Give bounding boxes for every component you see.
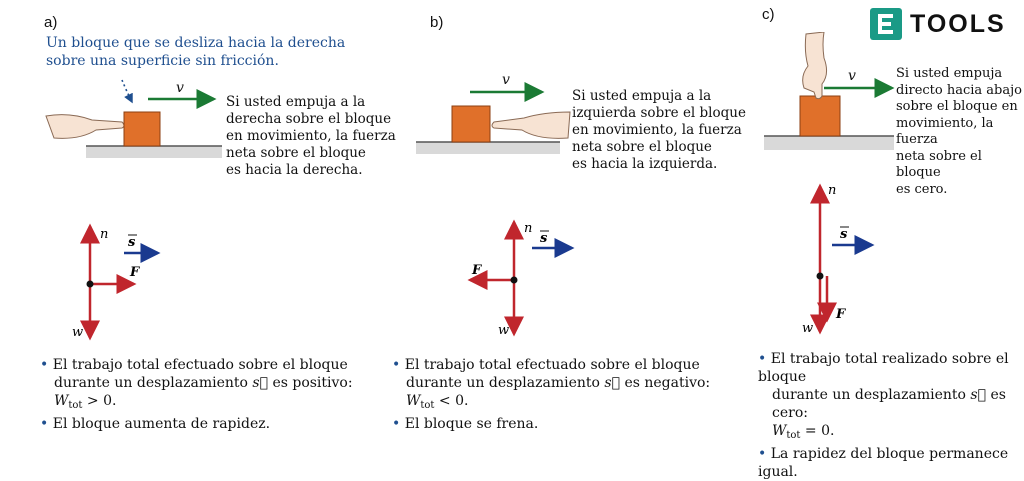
n-label: n [828, 183, 837, 198]
bullet-continuation: durante un desplazamiento s⃗ es negativo: [406, 375, 711, 391]
desc-line: neta sobre el bloque [896, 148, 982, 180]
panel-c-force-diagram [796, 180, 896, 338]
bullet-formula: $W_{tot} > 0$. [54, 393, 117, 411]
desc-line: en movimiento, la fuerza [572, 122, 742, 138]
hand-left [46, 115, 124, 139]
w-label: w [72, 325, 84, 340]
bullet-formula: $W_{tot} < 0$. [406, 393, 469, 411]
panel-b-scene [414, 68, 574, 163]
bullet-item: • El trabajo total efectuado sobre el bloque [392, 357, 700, 373]
panel-b-description [572, 88, 746, 173]
velocity-label: v [848, 68, 856, 84]
logo-text: TOOLS [910, 10, 1006, 38]
desc-line: neta sobre el bloque [572, 139, 712, 155]
F-label: F [836, 307, 846, 322]
panel-b-bullets [392, 356, 710, 433]
bullet-continuation: durante un desplazamiento s⃗ es positivo: [54, 375, 353, 391]
panel-c-description [896, 66, 1024, 198]
panel-b-force-diagram [460, 216, 590, 341]
bullet-item: • El trabajo total realizado sobre el bloque [758, 351, 1009, 385]
bullet-item: • El trabajo total efectuado sobre el bloque [40, 357, 348, 373]
w-label: w [498, 323, 510, 338]
bullet-item: • El bloque se frena. [392, 416, 539, 432]
n-label: n [100, 227, 109, 242]
panel-c-label: c) [762, 6, 775, 23]
desc-line: Si usted empuja a la [572, 88, 712, 104]
desc-line: directo hacia abajo [896, 82, 1022, 98]
body-point [87, 281, 94, 288]
desc-line: es hacia la derecha. [226, 162, 363, 178]
velocity-label: v [176, 80, 184, 96]
block [452, 106, 490, 142]
panel-a-force-diagram [62, 220, 182, 345]
body-point [817, 273, 824, 280]
caption-line: Un bloque que se desliza hacia la derecha [46, 35, 346, 51]
w-label: w [802, 321, 814, 336]
F-label: F [130, 265, 140, 280]
n-label: n [524, 221, 533, 236]
desc-line: derecha sobre el bloque [226, 111, 392, 127]
surface [86, 146, 222, 158]
desc-line: es hacia la izquierda. [572, 156, 718, 172]
hand-right [492, 112, 570, 138]
block [800, 96, 840, 136]
desc-line: es cero. [896, 181, 948, 197]
desc-line: izquierda sobre el bloque [572, 105, 746, 121]
velocity-label: v [502, 72, 510, 88]
body-point [511, 277, 518, 284]
s-label: s [840, 227, 848, 242]
panel-c-bullets [758, 350, 1024, 481]
panel-a-description [226, 94, 396, 179]
hand-down [803, 32, 827, 99]
desc-line: movimiento, la fuerza [896, 115, 994, 147]
desc-line: en movimiento, la fuerza [226, 128, 396, 144]
caption-line: sobre una superficie sin fricción. [46, 53, 279, 69]
panel-a-label: a) [44, 14, 58, 31]
pointer-dotted-line [122, 80, 132, 102]
panel-b-label: b) [430, 14, 444, 31]
bullet-item: • El bloque aumenta de rapidez. [40, 416, 271, 432]
bullet-continuation: durante un desplazamiento s⃗ es cero: [772, 387, 1006, 421]
bullet-item: • La rapidez del bloque permanece igual. [758, 446, 1009, 480]
desc-line: sobre el bloque en [896, 99, 1018, 114]
bullet-formula: $W_{tot} = 0$. [772, 423, 835, 441]
panel-a-bullets [40, 356, 353, 433]
panel-c-scene [762, 32, 898, 156]
s-label: s [128, 235, 136, 250]
surface [416, 142, 560, 154]
surface [764, 136, 894, 150]
panel-a-caption [46, 34, 345, 70]
block [124, 112, 160, 146]
desc-line: neta sobre el bloque [226, 145, 366, 161]
desc-line: Si usted empuja [896, 66, 1003, 81]
panel-a-scene [40, 68, 230, 168]
s-label: s [540, 231, 548, 246]
F-label: F [472, 263, 482, 278]
desc-line: Si usted empuja a la [226, 94, 366, 110]
